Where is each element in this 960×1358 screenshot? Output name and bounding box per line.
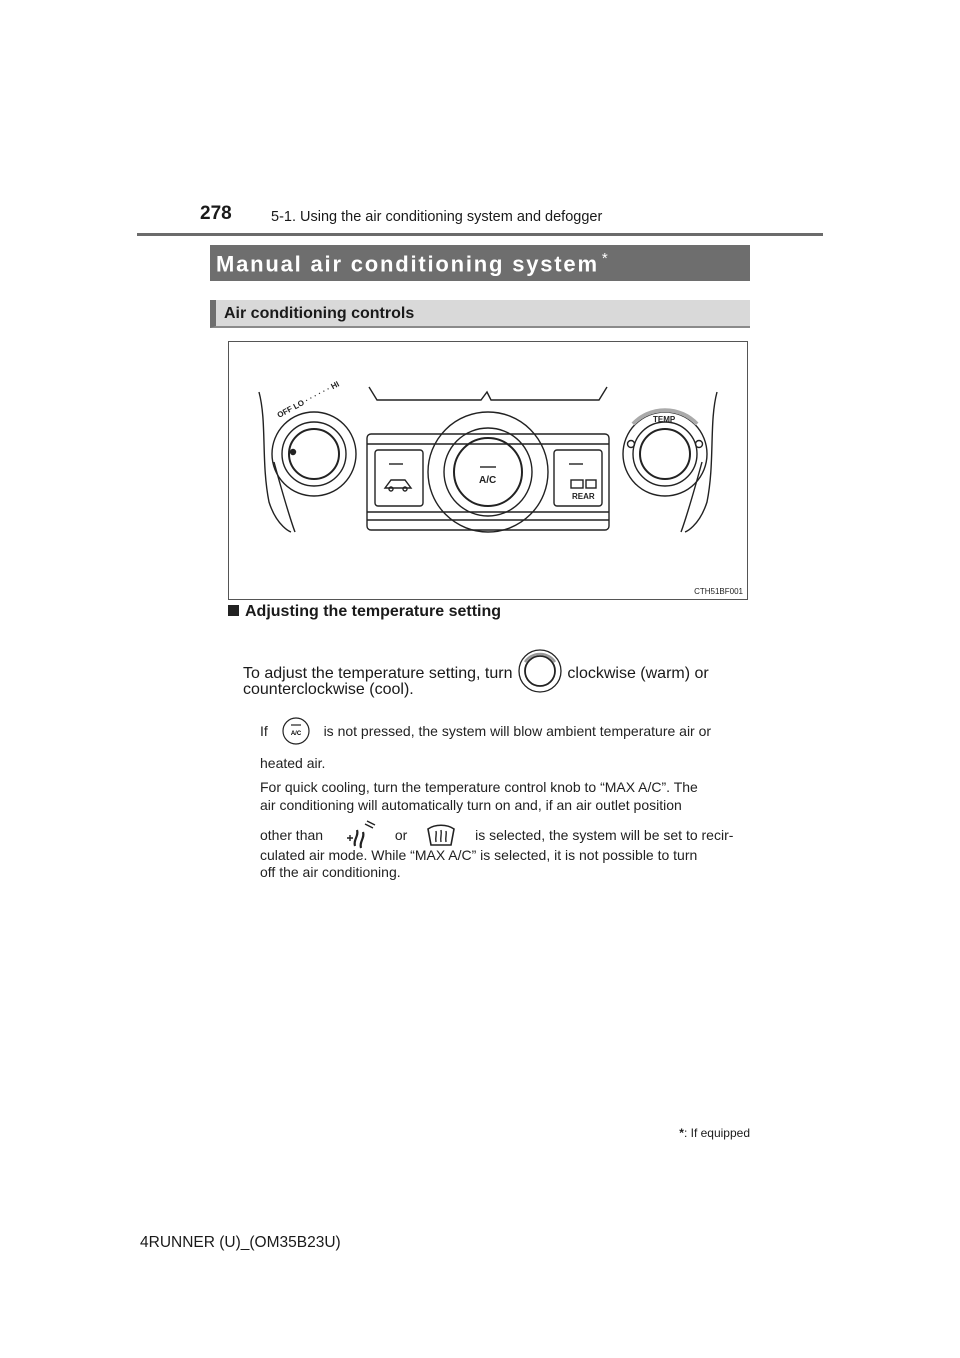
section-title: 5-1. Using the air conditioning system and defogger bbox=[271, 209, 603, 225]
fan-scale-label: OFF LO · · · · · · HI bbox=[275, 379, 341, 420]
ac-button-label: A/C bbox=[290, 731, 301, 737]
page-number: 278 bbox=[200, 203, 232, 224]
note2-line4: culated air mode. While “MAX A/C” is selected, it is not possible to turn bbox=[260, 847, 698, 863]
footer-model: 4RUNNER (U)_(OM35B23U) bbox=[140, 1234, 341, 1251]
footnote bbox=[679, 1126, 750, 1140]
note1-line2: heated air. bbox=[260, 755, 326, 771]
bullet-square-icon bbox=[228, 605, 239, 616]
line1-after: clockwise (warm) or bbox=[567, 665, 709, 683]
note2-line3-b: or bbox=[394, 827, 408, 844]
footnote-text: : If equipped bbox=[683, 1126, 750, 1140]
page-title bbox=[210, 245, 750, 281]
note1-before: If bbox=[260, 723, 268, 740]
footnote-star: * bbox=[679, 1126, 684, 1140]
adjust-heading-text: Adjusting the temperature setting bbox=[245, 603, 502, 620]
note2-line2: air conditioning will automatically turn on and, if an air outlet position bbox=[260, 797, 682, 813]
adjust-heading bbox=[228, 603, 501, 621]
ac-button-icon bbox=[282, 717, 310, 748]
ac-panel-illustration bbox=[229, 342, 747, 599]
page-title-text: Manual air conditioning system bbox=[216, 251, 599, 277]
note2-line5: off the air conditioning. bbox=[260, 864, 401, 880]
subsection-title: Air conditioning controls bbox=[210, 300, 750, 328]
header-rule bbox=[137, 233, 823, 236]
ac-label: A/C bbox=[479, 475, 497, 486]
note1-line1 bbox=[260, 717, 711, 748]
equipped-star: * bbox=[601, 250, 610, 267]
note2-line3-a: other than bbox=[260, 827, 324, 844]
rear-label: REAR bbox=[572, 492, 595, 501]
temp-label: TEMP bbox=[653, 415, 676, 424]
note1-after: is not pressed, the system will blow ambient temperature air or bbox=[323, 723, 712, 740]
note2-line1: For quick cooling, turn the temperature control knob to “MAX A/C”. The bbox=[260, 779, 698, 795]
figure-code: CTH51BF001 bbox=[694, 587, 743, 596]
note2-line3-c: is selected, the system will be set to recir- bbox=[475, 827, 734, 844]
ac-controls-figure bbox=[228, 341, 748, 600]
line1-before: To adjust the temperature setting, turn bbox=[243, 665, 513, 683]
adjust-paragraph-line2: counterclockwise (cool). bbox=[243, 681, 414, 698]
temp-knob-icon bbox=[517, 648, 563, 700]
